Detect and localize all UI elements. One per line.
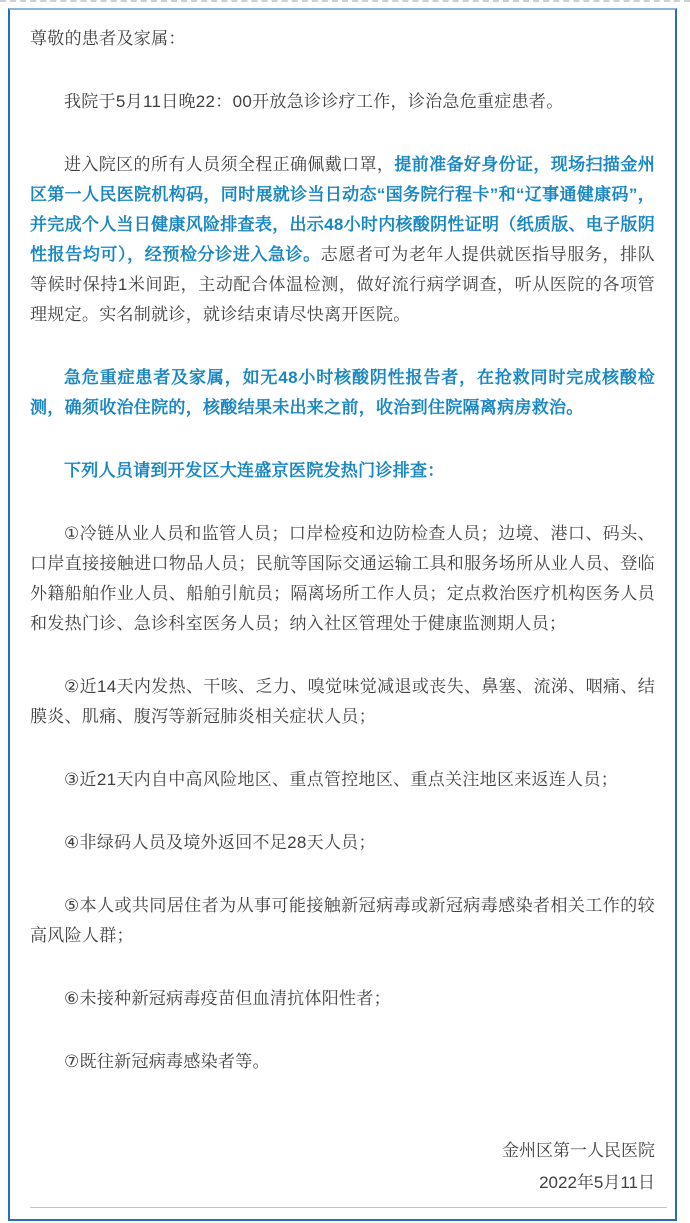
notice-paragraph [30, 828, 655, 858]
signature-org: 金州区第一人民医院 [502, 1141, 655, 1160]
notice-paragraph [30, 984, 655, 1014]
highlighted-text: 下列人员请到开发区大连盛京医院发热门诊排查： [64, 461, 445, 480]
body-text: ④非绿码人员及境外返回不足28天人员； [64, 833, 376, 852]
body-text: 进入院区的所有人员须全程正确佩戴口罩， [64, 155, 395, 174]
body-text: 我院于5月11日晚22：00开放急诊诊疗工作，诊治急危重症患者。 [64, 92, 564, 111]
body-text: ⑥未接种新冠病毒疫苗但血清抗体阳性者； [64, 989, 391, 1008]
notice-border-box [8, 8, 677, 1221]
notice-paragraph [30, 87, 655, 117]
notice-paragraph [30, 519, 655, 639]
notice-body [30, 87, 655, 1077]
highlighted-text: 急危重症患者及家属，如无48小时核酸阴性报告者，在抢救同时完成核酸检测，确须收治住院的，核酸结果未出来之前，收治到住院隔离病房救治。 [30, 368, 655, 417]
highlighted-text: 提前准备好身份证，现场扫描金州区第一人民医院机构码，同时展就诊当日动态“国务院行程卡”和“辽事通健康码”，并完成个人当日健康风险排查表，出示48小时内核酸阴性证明（纸质版、电子版阴性报告均可），经预检分诊进入急诊。 [30, 155, 656, 264]
notice-paragraph [30, 150, 655, 330]
salutation: 尊敬的患者及家属： [30, 29, 186, 48]
body-text: ⑦既往新冠病毒感染者等。 [64, 1052, 270, 1071]
signature-block [30, 1135, 655, 1199]
notice-paragraph [30, 1047, 655, 1077]
notice-paragraph [30, 363, 655, 423]
body-text: 志愿者可为老年人提供就医指导服务，排队等候时保持1米间距，主动配合体温检测，做好流行病学调查，听从医院的各项管理规定。实名制就诊，就诊结束请尽快离开医院。 [30, 245, 655, 324]
notice-paragraph [30, 765, 655, 795]
notice-paragraph [30, 456, 655, 486]
bottom-divider [30, 1207, 667, 1208]
body-text: ②近14天内发热、干咳、乏力、嗅觉味觉减退或丧失、鼻塞、流涕、咽痛、结膜炎、肌痛、腹泻等新冠肺炎相关症状人员； [30, 677, 655, 726]
body-text: ③近21天内自中高风险地区、重点管控地区、重点关注地区来返连人员； [64, 770, 619, 789]
top-divider [0, 0, 690, 2]
signature-date: 2022年5月11日 [539, 1173, 655, 1192]
body-text: ⑤本人或共同居住者为从事可能接触新冠病毒或新冠病毒感染者相关工作的较高风险人群； [30, 896, 655, 945]
notice-paragraph [30, 891, 655, 951]
body-text: ①冷链从业人员和监管人员；口岸检疫和边防检查人员；边境、港口、码头、口岸直接接触进口物品人员；民航等国际交通运输工具和服务场所从业人员、登临外籍船舶作业人员、船舶引航员；隔离场所工作人员；定点救治医疗机构医务人员和发热门诊、急诊科室医务人员；纳入社区管理处于健康监测期人员； [30, 524, 655, 633]
notice-paragraph [30, 672, 655, 732]
